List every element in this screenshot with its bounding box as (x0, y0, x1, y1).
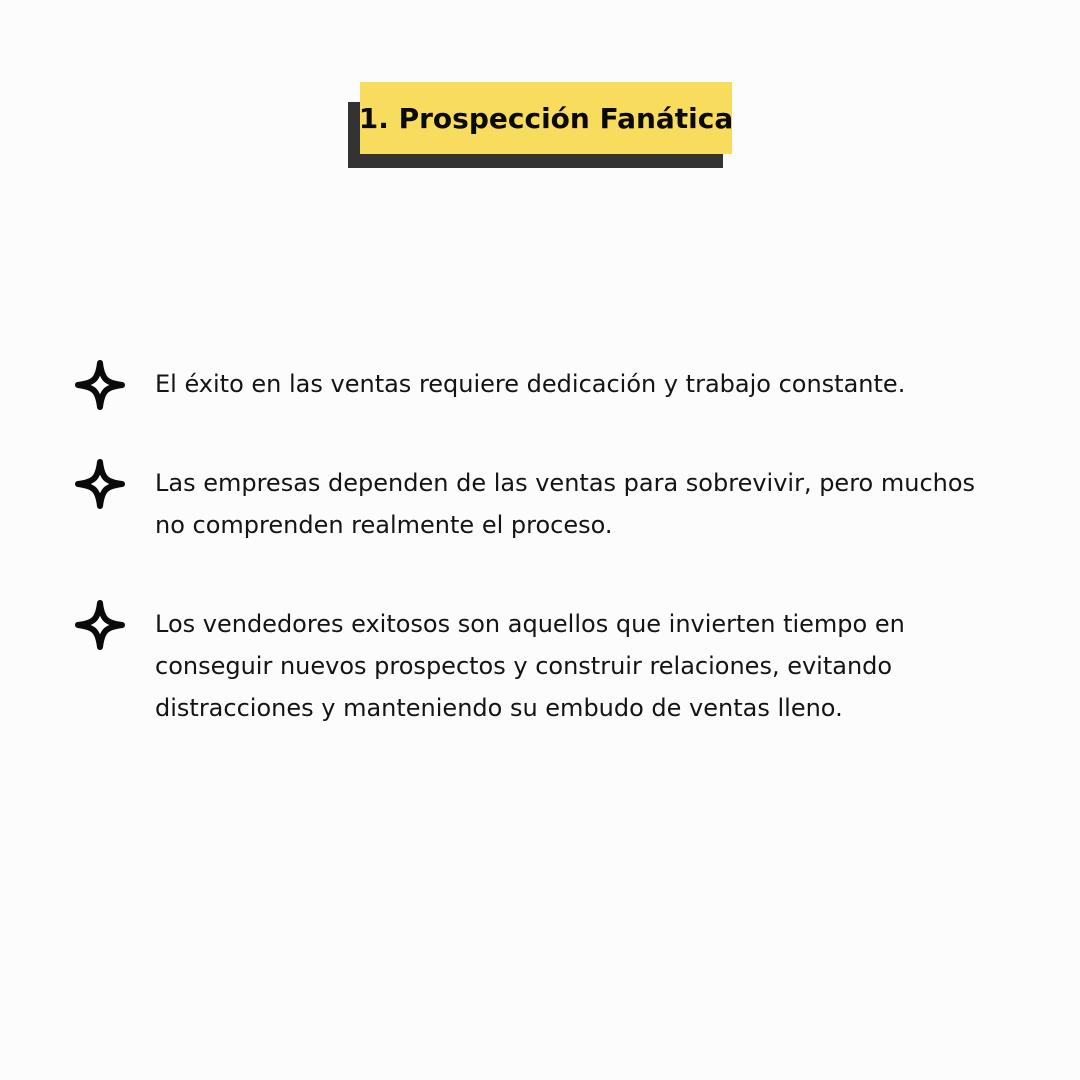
bullet-text: Los vendedores exitosos son aquellos que invierten tiempo en conseguir nuevos prospectos y construir relaciones, evitando distracciones y manteniendo su embudo de ventas lleno. (155, 610, 905, 722)
sparkle-icon (72, 357, 128, 413)
bullet-item (72, 596, 1012, 729)
page-title: 1. Prospección Fanática (358, 101, 734, 135)
title-banner (348, 82, 734, 170)
title-highlight (360, 82, 732, 154)
sparkle-icon (72, 597, 128, 653)
bullet-text: El éxito en las ventas requiere dedicación y trabajo constante. (155, 370, 906, 398)
sparkle-icon (72, 456, 128, 512)
bullet-item (72, 356, 1012, 405)
bullet-item (72, 455, 1012, 546)
bullet-list (72, 356, 1012, 729)
bullet-text: Las empresas dependen de las ventas para sobrevivir, pero muchos no comprenden realmente el proceso. (155, 469, 976, 539)
